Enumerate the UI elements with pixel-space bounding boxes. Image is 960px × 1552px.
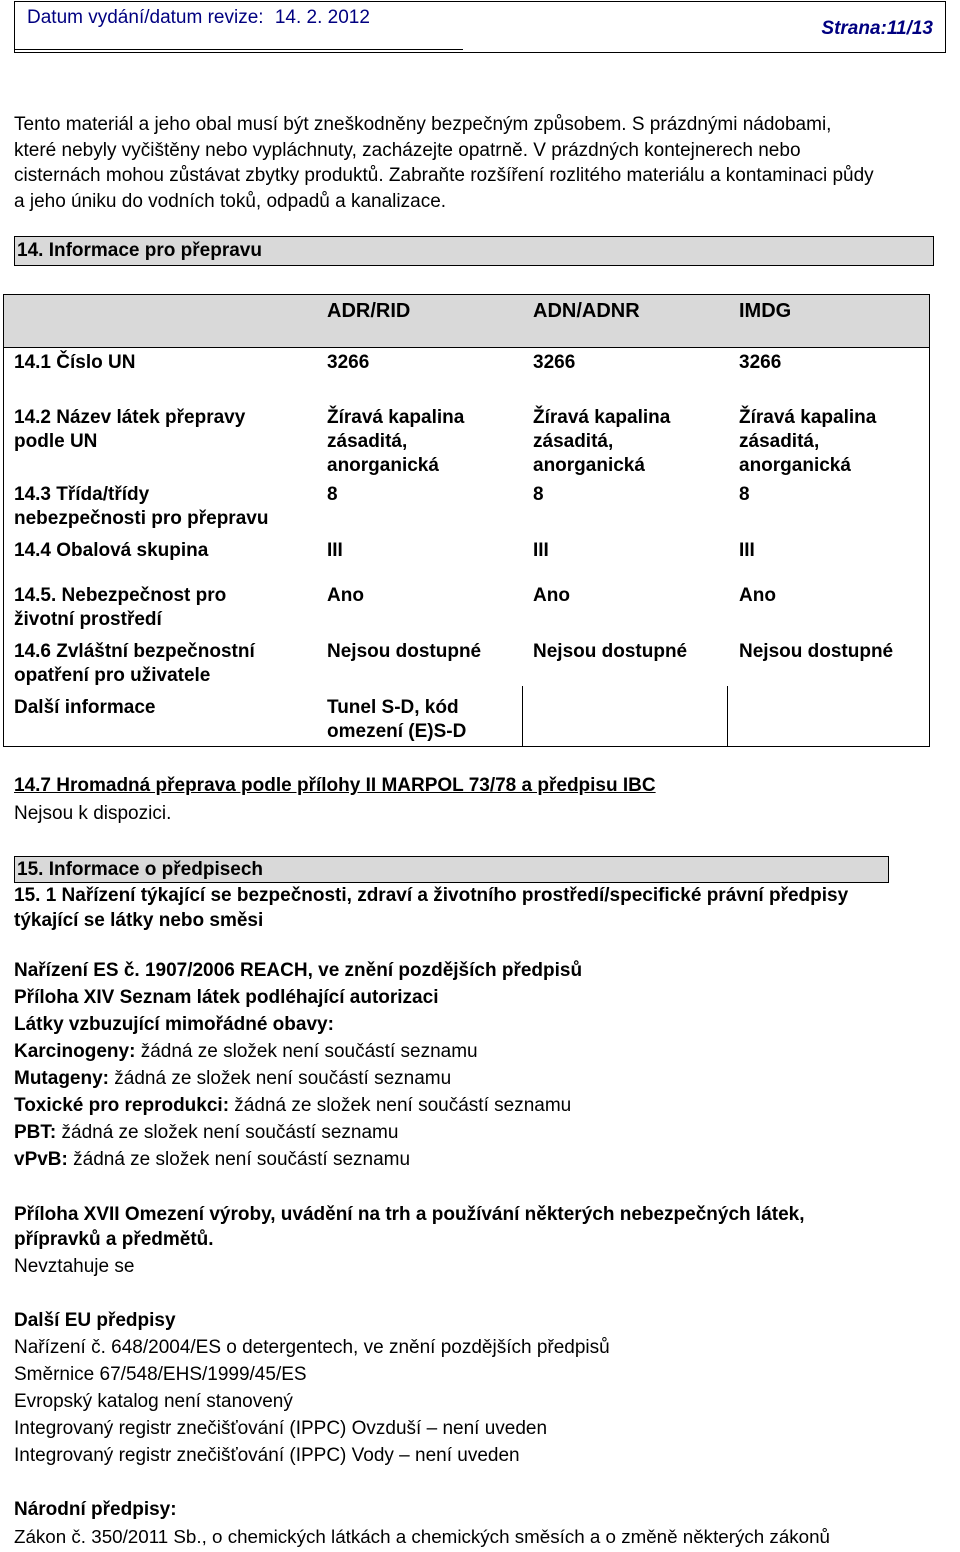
national-regulation-text: Zákon č. 350/2011 Sb., o chemických látkách a chemických směsích a o změně některých zákonů <box>14 1526 830 1547</box>
paragraph-line: a jeho úniku do vodních toků, odpadů a kanalizace. <box>14 190 447 212</box>
section-14-title-box <box>14 236 934 266</box>
paragraph-line: Tento materiál a jeho obal musí být zneškodněny bezpečným způsobem. S prázdnými nádobami, <box>14 114 832 135</box>
list-item: Mutageny: žádná ze složek není součástí seznamu <box>14 1068 452 1089</box>
reach-regulation: Nařízení ES č. 1907/2006 REACH, ve znění pozdějších předpisů <box>14 960 583 981</box>
table-cell: 3266 <box>739 352 782 373</box>
paragraph-line: cisternách mohou zůstávat zbytky produktů. Zabraňte rozšíření rozlitého materiálu a kontaminaci půdy <box>14 165 874 186</box>
eu-regulation-item: Integrovaný registr znečišťování (IPPC) Vody – není uveden <box>14 1445 520 1466</box>
section-15-title: 15. Informace o předpisech <box>17 859 264 880</box>
eu-regulation-item: Nařízení č. 648/2004/ES o detergentech, ve znění pozdějších předpisů <box>14 1337 610 1358</box>
table-cell: 8 <box>327 484 338 505</box>
table-cell: 8 <box>533 484 544 505</box>
marpol-text: Nejsou k dispozici. <box>14 803 172 824</box>
marpol-title: 14.7 Hromadná přeprava podle přílohy II MARPOL 73/78 a předpisu IBC <box>14 775 656 796</box>
disposal-paragraph <box>14 112 954 214</box>
annex-xvii-text: Nevztahuje se <box>14 1256 135 1277</box>
eu-regulation-item: Směrnice 67/548/EHS/1999/45/ES <box>14 1364 307 1385</box>
annex-xvii-cont: přípravků a předmětů. <box>14 1229 214 1250</box>
list-item: Toxické pro reprodukci: žádná ze složek není součástí seznamu <box>14 1095 572 1116</box>
national-regulations-title: Národní předpisy: <box>14 1499 177 1520</box>
revision-date <box>27 7 370 29</box>
row-label: 14.3 Třída/třídy nebezpečnosti pro přepravu <box>14 484 269 529</box>
table-cell: Ano <box>327 585 364 606</box>
eu-regulations-title: Další EU předpisy <box>14 1310 176 1331</box>
table-cell: Žíravá kapalina zásaditá, anorganická <box>327 407 465 476</box>
section-15-title-box <box>14 856 889 883</box>
row-label: 14.5. Nebezpečnost pro životní prostředí <box>14 585 227 630</box>
list-item: PBT: žádná ze složek není součástí seznamu <box>14 1122 399 1143</box>
column-header-adr: ADR/RID <box>327 300 411 322</box>
table-cell: 3266 <box>327 352 370 373</box>
revision-date-label: Datum vydání/datum revize: <box>27 7 264 28</box>
table-cell: Nejsou dostupné <box>739 641 894 662</box>
section-14-title: 14. Informace pro přepravu <box>17 240 262 261</box>
column-header-imdg: IMDG <box>739 300 792 322</box>
page-header <box>14 1 946 53</box>
row-label: 14.2 Název látek přepravy podle UN <box>14 407 246 452</box>
row-label: 14.4 Obalová skupina <box>14 540 209 561</box>
table-divider <box>522 686 523 747</box>
table-cell: Tunel S-D, kód omezení (E)S-D <box>327 697 467 742</box>
table-cell: 3266 <box>533 352 576 373</box>
table-cell: Nejsou dostupné <box>327 641 482 662</box>
row-label: Další informace <box>14 697 156 718</box>
table-cell: III <box>327 540 343 561</box>
row-label: 14.6 Zvláštní bezpečnostní opatření pro uživatele <box>14 641 255 686</box>
eu-regulation-item: Evropský katalog není stanovený <box>14 1391 293 1412</box>
table-cell: 8 <box>739 484 750 505</box>
list-item: vPvB: žádná ze složek není součástí seznamu <box>14 1149 411 1170</box>
table-divider <box>727 686 728 747</box>
table-cell: III <box>533 540 549 561</box>
row-label: 14.1 Číslo UN <box>14 352 136 373</box>
table-cell: Ano <box>739 585 776 606</box>
table-cell: Žíravá kapalina zásaditá, anorganická <box>533 407 671 476</box>
revision-date-value: 14. 2. 2012 <box>274 7 370 28</box>
eu-regulation-item: Integrovaný registr znečišťování (IPPC) Ovzduší – není uveden <box>14 1418 548 1439</box>
table-cell: Žíravá kapalina zásaditá, anorganická <box>739 407 877 476</box>
header-divider <box>15 49 463 50</box>
page-number: Strana:11/13 <box>821 18 933 39</box>
annex-xiv: Příloha XIV Seznam látek podléhající autorizaci <box>14 987 439 1008</box>
svhc-heading: Látky vzbuzující mimořádné obavy: <box>14 1014 334 1035</box>
section-15-1-heading-cont: týkající se látky nebo směsi <box>14 910 264 931</box>
table-cell: Ano <box>533 585 570 606</box>
annex-xvii: Příloha XVII Omezení výroby, uvádění na trh a používání některých nebezpečných látek, <box>14 1204 805 1225</box>
table-cell: III <box>739 540 755 561</box>
list-item: Karcinogeny: žádná ze složek není součástí seznamu <box>14 1041 478 1062</box>
table-cell: Nejsou dostupné <box>533 641 688 662</box>
section-15-1-heading: 15. 1 Nařízení týkající se bezpečnosti, zdraví a životního prostředí/specifické právní předpisy <box>14 885 849 906</box>
column-header-adn: ADN/ADNR <box>533 300 640 322</box>
paragraph-line: které nebyly vyčištěny nebo vypláchnuty, zacházejte opatrně. V prázdných kontejnerech nebo <box>14 139 801 161</box>
